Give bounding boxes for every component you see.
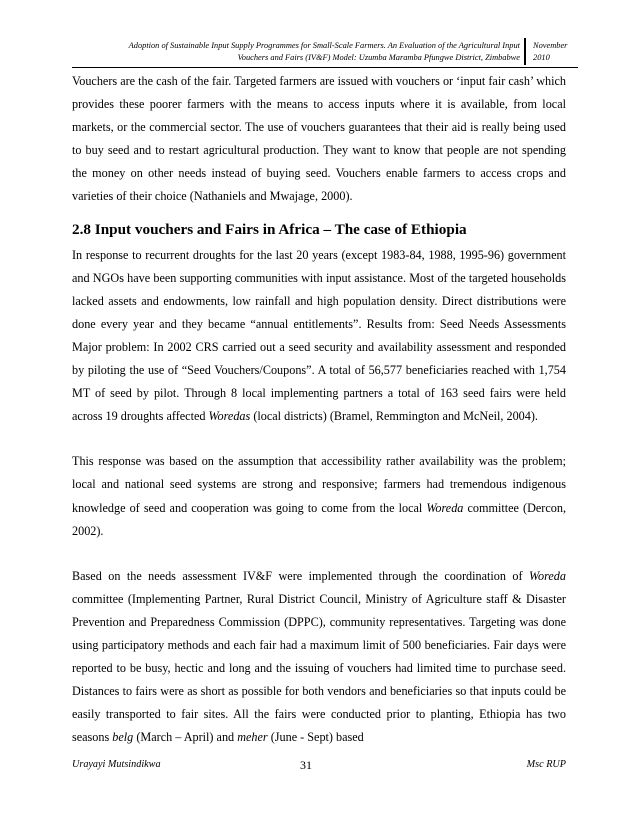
paragraph-vouchers: [72, 70, 566, 209]
paragraph-text: committee (Dercon, 2002).: [72, 500, 566, 538]
paragraph-ethiopia-response: [72, 244, 566, 429]
paragraph-vouchers-text: Vouchers are the cash of the fair. Targeted farmers are issued with vouchers or ‘input fair cash’ which provides these poorer farmers with the means to access inputs where it is available, from local markets, or the commercial sector. The use of vouchers guarantees that their aid is really being used to buy seed and to restart agricultural production. They want to know that people are not spending the money on other needs instead of buying seed. Vouchers enable farmers to access crops and varieties of their choice (Nathaniels and Mwajage, 2000).: [72, 74, 566, 204]
footer-degree: Msc RUP: [526, 759, 566, 770]
italic-term: belg: [112, 730, 134, 745]
header-divider: [524, 38, 526, 65]
header-title: [72, 40, 520, 64]
paragraph-text: In response to recurrent droughts for the last 20 years (except 1983-84, 1988, 1995-96) government and NGOs have been supporting communities with input assistance. Most of the targeted households lacked assets and endowments, low rainfall and high population density. Direct distributions were done every year and they became “annual entitlements”. Results from: Seed Needs Assessments Major problem: In 2002 CRS carried out a seed security and availability assessment and responded by piloting the use of “Seed Vouchers/Coupons”. A total of 56,577 beneficiaries reached with 1,754 MT of seed by pilot. Through 8 local implementing partners a total of 163 seed fairs were held across 19 droughts affected: [72, 247, 566, 424]
section-heading: 2.8 Input vouchers and Fairs in Africa – The case of Ethiopia: [72, 220, 467, 238]
paragraph-text: (June - Sept) based: [267, 730, 364, 745]
italic-term: meher: [237, 730, 268, 745]
running-header: [72, 36, 578, 66]
header-title-line-1: Adoption of Sustainable Input Supply Programmes for Small-Scale Farmers. An Evaluation of the Agricultural Input: [128, 41, 520, 50]
paragraph-text: This response was based on the assumption that accessibility rather availability was the problem; local and national seed systems are strong and responsive; farmers had tremendous indigenous knowledge of seed and cooperation was going to come from the local: [72, 454, 566, 515]
header-title-line-2: Vouchers and Fairs (IV&F) Model: Uzumba Maramba Pfungwe District, Zimbabwe: [237, 53, 520, 62]
footer-author: Urayayi Mutsindikwa: [72, 759, 161, 770]
header-date-year: 2010: [533, 53, 550, 62]
paragraph-text: Based on the needs assessment IV&F were implemented through the coordination of: [72, 568, 529, 583]
header-date-month: November: [533, 41, 568, 50]
paragraph-text: (March – April) and: [133, 730, 238, 745]
paragraph-needs-assessment: [72, 565, 566, 750]
header-date: [533, 40, 567, 64]
paragraph-assumption: [72, 450, 566, 542]
italic-term: Woredas: [208, 409, 251, 424]
page-footer: [72, 757, 566, 773]
page-number: 31: [300, 758, 312, 772]
paragraph-text: committee (Implementing Partner, Rural District Council, Ministry of Agriculture staff & Disaster Prevention and Preparedness Commission (DPPC), community representatives. Targeting was done using participatory methods and each fair had a maximum limit of 500 beneficiaries. Fair days were reported to be busy, hectic and long and the issuing of vouchers had limited time to purchase seed. Distances to fairs were as short as possible for both vendors and beneficiaries so that inputs could be easily transported to fair sites. All the fairs were conducted prior to planting, Ethiopia has two seasons: [72, 591, 566, 745]
paragraph-text: (local districts) (Bramel, Remmington and McNeil, 2004).: [250, 409, 538, 424]
italic-term: Woreda: [528, 568, 566, 583]
header-rule: [72, 67, 578, 68]
page-body: [72, 70, 566, 749]
italic-term: Woreda: [426, 500, 464, 515]
